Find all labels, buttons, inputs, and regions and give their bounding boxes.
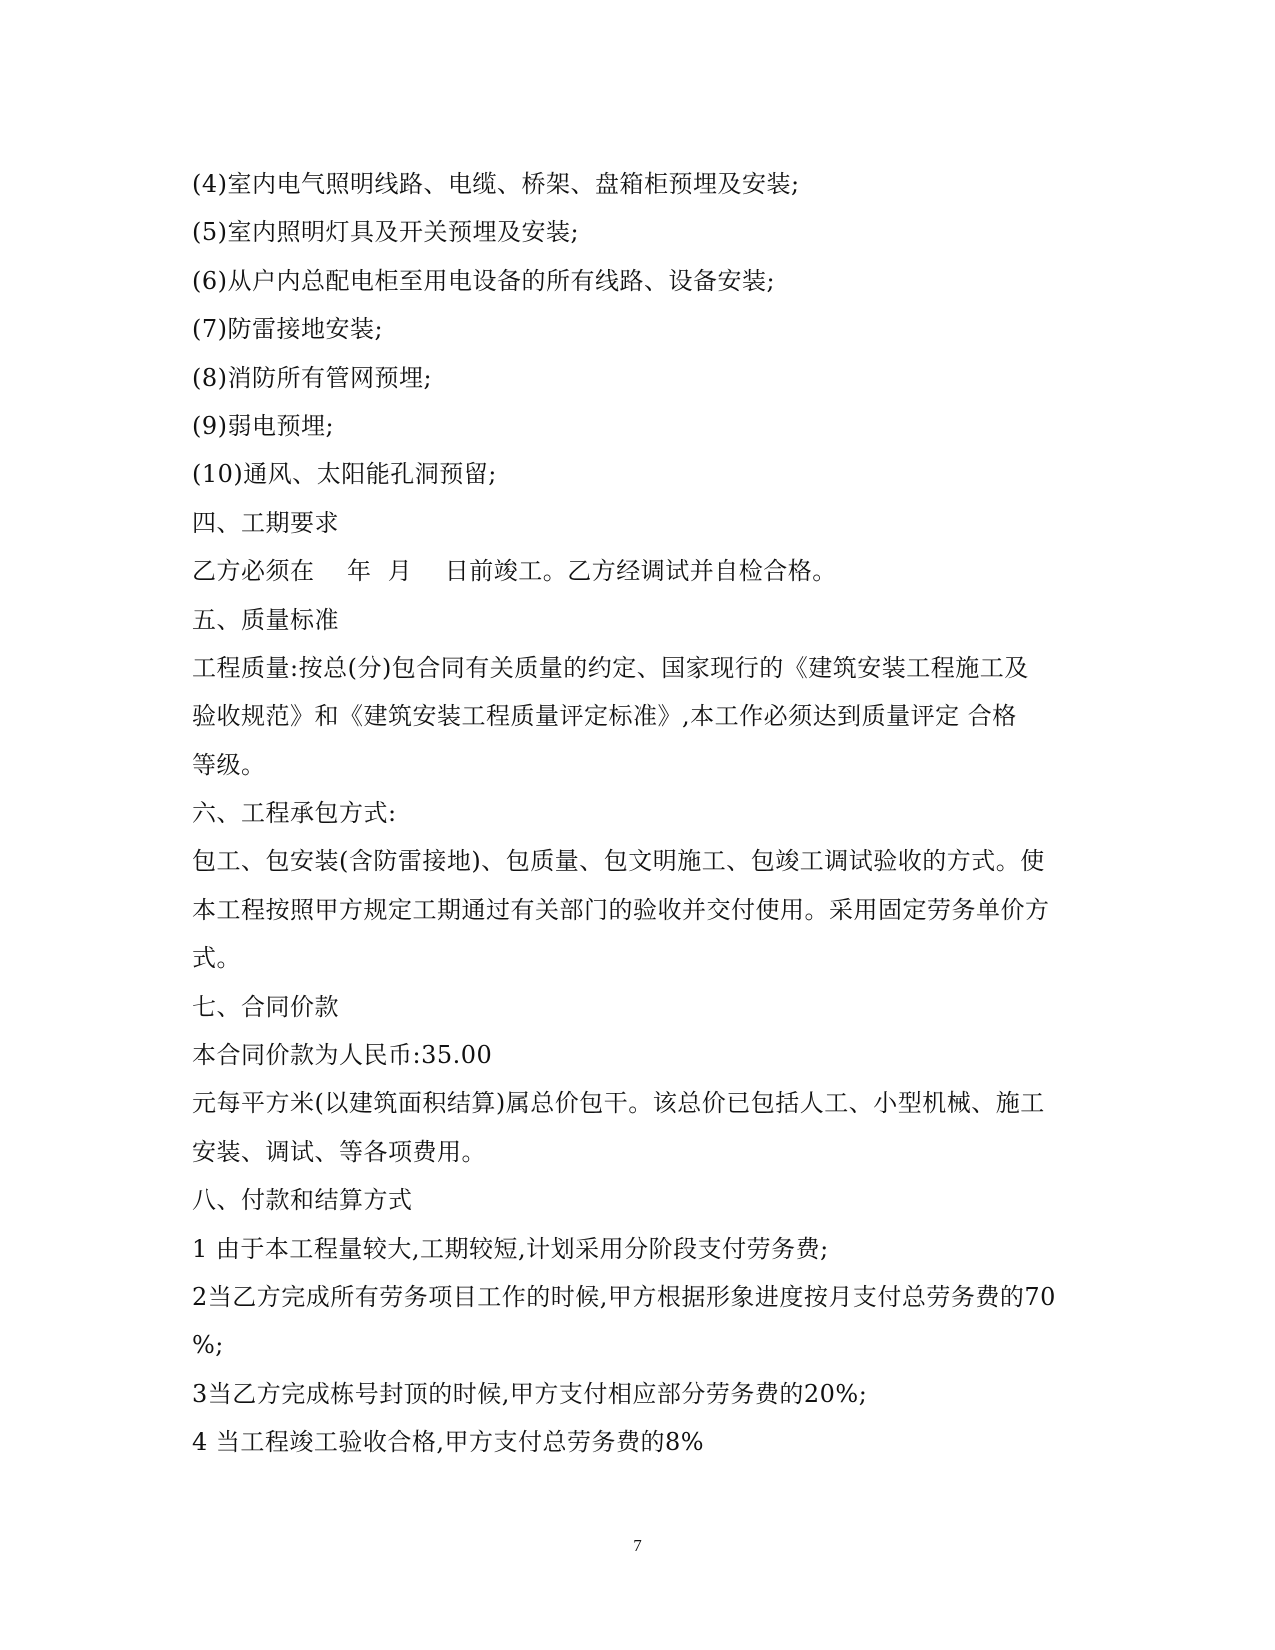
body-line: 本工程按照甲方规定工期通过有关部门的验收并交付使用。采用固定劳务单价方: [192, 895, 1050, 924]
body-line: 乙方必须在 年 月 日前竣工。乙方经调试并自检合格。: [192, 557, 837, 586]
section-heading: 四、工期要求: [192, 508, 339, 537]
body-line: (9)弱电预埋;: [192, 411, 335, 440]
body-line: 安装、调试、等各项费用。: [192, 1137, 486, 1166]
body-line: (10)通风、太阳能孔洞预留;: [192, 460, 497, 489]
body-line: 3当乙方完成栋号封顶的时候,甲方支付相应部分劳务费的20%;: [192, 1379, 868, 1408]
section-heading: 六、工程承包方式:: [192, 799, 397, 828]
body-line: (4)室内电气照明线路、电缆、桥架、盘箱柜预埋及安装;: [192, 170, 800, 198]
body-line: 包工、包安装(含防雷接地)、包质量、包文明施工、包竣工调试验收的方式。使: [192, 847, 1045, 876]
body-line: 工程质量:按总(分)包合同有关质量的约定、国家现行的《建筑安装工程施工及: [192, 653, 1029, 682]
document-body: [192, 160, 1092, 1467]
section-heading: 五、质量标准: [192, 605, 339, 634]
body-line: 式。: [192, 944, 241, 973]
body-line: 2当乙方完成所有劳务项目工作的时候,甲方根据形象进度按月支付总劳务费的70: [192, 1282, 1056, 1311]
page-number: 7: [633, 1536, 642, 1555]
section-heading: 七、合同价款: [192, 992, 339, 1021]
body-line: (8)消防所有管网预埋;: [192, 363, 433, 392]
section-heading: 八、付款和结算方式: [192, 1186, 413, 1215]
body-line: (6)从户内总配电柜至用电设备的所有线路、设备安装;: [192, 266, 776, 295]
body-line: 1 由于本工程量较大,工期较短,计划采用分阶段支付劳务费;: [192, 1234, 829, 1263]
body-line: 元每平方米(以建筑面积结算)属总价包干。该总价已包括人工、小型机械、施工: [192, 1089, 1045, 1118]
body-line: (5)室内照明灯具及开关预埋及安装;: [192, 218, 580, 247]
body-line: 4 当工程竣工验收合格,甲方支付总劳务费的8%: [192, 1428, 705, 1457]
body-line: 验收规范》和《建筑安装工程质量评定标准》,本工作必须达到质量评定 合格: [192, 702, 1017, 731]
body-line: (7)防雷接地安装;: [192, 315, 384, 344]
body-line: 本合同价款为人民币:35.00: [192, 1041, 493, 1070]
body-line: 等级。: [192, 750, 266, 779]
body-line: %;: [192, 1331, 224, 1360]
